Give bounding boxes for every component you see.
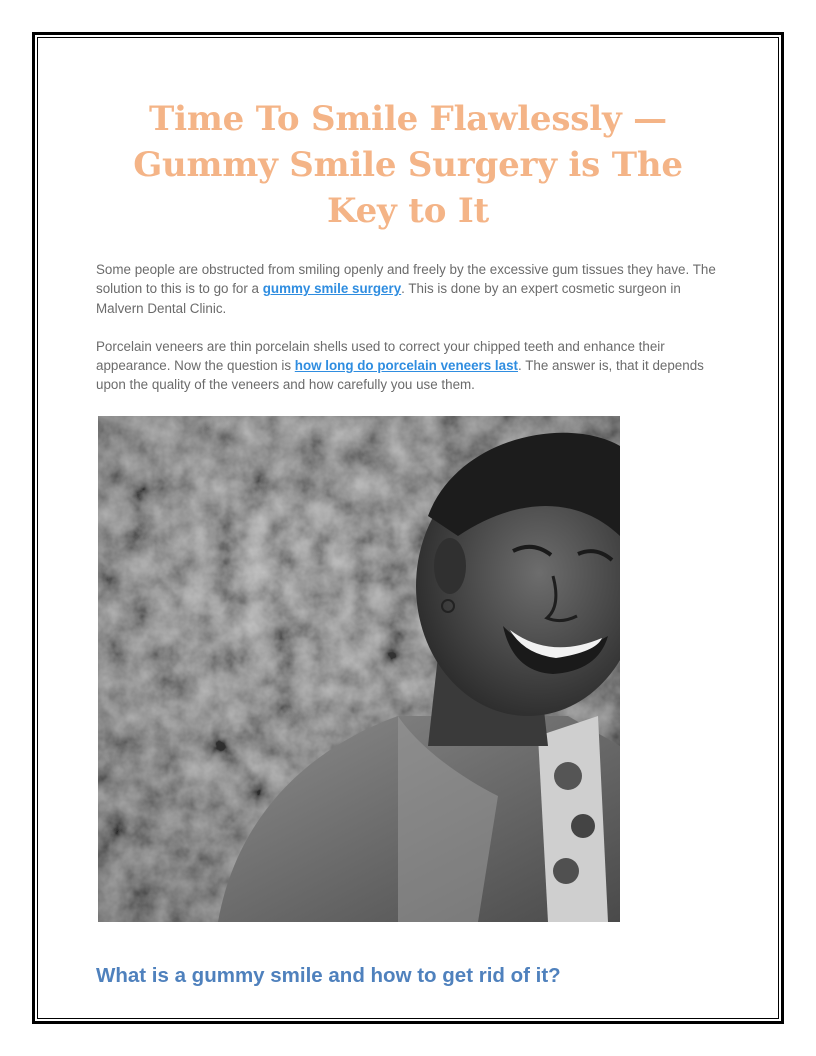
smiling-woman-photo (98, 416, 620, 922)
section-heading: What is a gummy smile and how to get rid of it? (96, 963, 561, 987)
page-title: Time To Smile Flawlessly — Gummy Smile Surgery is The Key to It (133, 99, 683, 231)
document-content (96, 96, 720, 990)
paragraph2-text-before: Porcelain veneers are thin porcelain shells used to correct your chipped teeth and enhance their appearance. Now the question is (96, 338, 665, 374)
veneers-paragraph (96, 337, 720, 395)
porcelain-veneers-link[interactable]: how long do porcelain veneers last (294, 358, 518, 374)
gummy-smile-surgery-link[interactable]: gummy smile surgery (262, 281, 402, 297)
paragraph1-text-after: . This is done by an expert cosmetic surgeon in Malvern Dental Clinic. (96, 281, 681, 316)
paragraph1-text-before: Some people are obstructed from smiling openly and freely by the excessive gum tissues they have. The solution to this is to go for a (96, 262, 716, 297)
paragraph2-text-after: . The answer is, that it depends upon the quality of the veneers and how carefully you use them. (96, 358, 704, 393)
intro-paragraph (96, 260, 720, 318)
